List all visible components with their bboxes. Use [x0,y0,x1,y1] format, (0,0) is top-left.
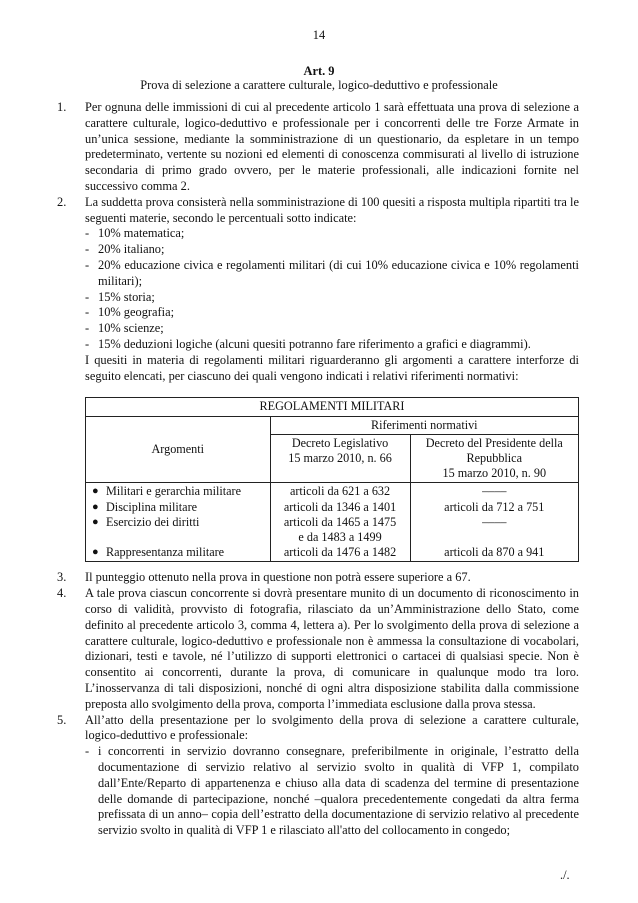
paragraph-text: All’atto della presentazione per lo svolgimento della prova di selezione a carattere culturale, logico-deduttivo e professionale: [85,712,579,743]
args-cell [86,483,271,562]
subject-item: - 20% educazione civica e regolamenti militari (di cui 10% educazione civica e 10% regolamenti militari); [85,257,579,288]
column-header-dlgs: Decreto Legislativo 15 marzo 2010, n. 66 [270,434,410,483]
subject-item: - 10% scienze; [85,321,164,336]
paragraph-number: 3. [57,570,67,585]
subject-text: 20% educazione civica e regolamenti militari (di cui 10% educazione civica e 10% regolamenti militari); [98,257,579,288]
paragraph-number: 2. [57,194,67,209]
table-title: REGOLAMENTI MILITARI [86,398,579,416]
column-header-refs: Riferimenti normativi [270,416,578,434]
paragraph-4 [57,586,579,712]
continuation-mark: ./. [560,868,570,882]
subject-text: 20% italiano; [98,242,165,257]
table-row: ● Rappresentanza militare [92,545,225,560]
article-title: Art. 9 [303,64,335,78]
article-body [57,100,579,839]
subject-item: - 10% matematica; [85,226,185,241]
dpr-cell: –––– articoli da 712 a 751 –––– articoli da 870 a 941 [410,483,578,562]
subject-text: 15% storia; [98,289,155,304]
paragraph-2 [57,195,579,385]
paragraph-1 [57,100,579,195]
table-row: ● Militari e gerarchia militare [92,484,242,499]
bullet-icon: ● [92,500,99,513]
bullet-icon: ● [92,515,99,528]
regulations-note: I quesiti in materia di regolamenti militari riguarderanno gli argomenti a carattere interforze di seguito elencati, per ciascuno dei quali vengono indicati i relativi riferimenti normativi: [85,352,579,383]
subject-item: - 20% italiano; [85,242,165,257]
paragraph-number: 1. [57,100,67,114]
bullet-icon: ● [92,546,99,559]
paragraph-text: Il punteggio ottenuto nella prova in questione non potrà essere superiore a 67. [85,570,471,585]
subject-item: - 15% deduzioni logiche (alcuni quesiti potranno fare riferimento a grafici e diagrammi). [85,336,531,351]
table-row: ● Esercizio dei diritti [92,514,200,529]
dlgs-cell: articoli da 621 a 632 articoli da 1346 a 1401 articoli da 1465 a 1475 e da 1483 a 1499 articoli da 1476 a 1482 [270,483,410,562]
paragraph-text: Per ognuna delle immissioni di cui al precedente articolo 1 sarà effettuata una prova di selezione a carattere culturale, logico-deduttivo e professionale per i concorrenti delle tre Forze Armate in un’unica sessione, mediante la somministrazione di un questionario, da espletare in un tempo predeterminato, vertente su nozioni ed elementi di conoscenza commisurati al livello di istruzione secondaria di primo grado ovvero, per le materie professionali, alle indicazioni fornite nel successivo comma 2. [85,100,579,193]
article-subtitle: Prova di selezione a carattere culturale, logico-deduttivo e professionale [140,78,498,92]
paragraph-number: 5. [57,712,67,727]
list-item-text: i concorrenti in servizio dovranno consegnare, preferibilmente in originale, l’estratto della documentazione di servizio relativo al servizio svolto in qualità di VFP 1, compilato dall’Ente/Reparto di appartenenza e chiuso alla data di scadenza del termine di presentazione delle domande di partecipazione, nonché –qualora precedentemente congedati da altra ferma prefissata di un anno– copia dell’estratto della documentazione di servizio relativo al precedente servizio svolto in qualità di VFP 1 e rilasciato all'atto del collocamento in congedo; [98,744,579,838]
bullet-icon: ● [92,485,99,498]
subject-item: - 15% storia; [85,289,155,304]
table-row: ● Disciplina militare [92,499,198,514]
column-header-args: Argomenti [86,416,271,483]
subject-item: - 10% geografia; [85,305,175,320]
paragraph-number: 4. [57,586,67,601]
subject-text: 10% geografia; [98,305,175,320]
column-header-dpr: Decreto del Presidente della Repubblica 15 marzo 2010, n. 90 [410,434,578,483]
subject-text: 15% deduzioni logiche (alcuni quesiti potranno fare riferimento a grafici e diagrammi). [98,336,531,351]
paragraph-3 [57,570,579,586]
paragraph-5 [57,713,579,839]
page-number: 14 [312,28,326,42]
subject-text: 10% matematica; [98,226,185,241]
subject-text: 10% scienze; [98,321,164,336]
list-item: - i concorrenti in servizio dovranno consegnare, preferibilmente in originale, l’estratto della documentazione di servizio relativo al servizio svolto in qualità di VFP 1, compilato dall’Ente/Reparto di appartenenza e chiuso alla data di scadenza del termine di presentazione delle domande di partecipazione, nonché –qualora precedentemente congedati da altra ferma prefissata di un anno– copia dell’estratto della documentazione di servizio relativo al precedente servizio svolto in qualità di VFP 1 e rilasciato all'atto del collocamento in congedo; [85,744,579,838]
paragraph-text: La suddetta prova consisterà nella somministrazione di 100 quesiti a risposta multipla ripartiti tra le seguenti materie, secondo le percentuali sotto indicate: [85,194,579,225]
regulations-table [85,397,579,562]
paragraph-text: A tale prova ciascun concorrente si dovrà presentare munito di un documento di riconoscimento in corso di validità, provvisto di fotografia, rilasciato da un’Amministrazione dello Stato, come definito al precedente articolo 3, comma 4, lettera a). Per lo svolgimento della prova di selezione a carattere culturale, logico-deduttivo e professionale non è ammessa la consultazione di vocabolari, dizionari, testi e tavole, né l’utilizzo di supporti elettronici o cartacei di qualsiasi specie. Non è consentito ai concorrenti, durante la prova, di comunicare in qualunque modo tra loro. L’inosservanza di tali disposizioni, nonché di ogni altra disposizione stabilita dalla commissione preposta allo svolgimento della prova, comporta l’immediata esclusione dalla prova stessa. [85,586,579,711]
